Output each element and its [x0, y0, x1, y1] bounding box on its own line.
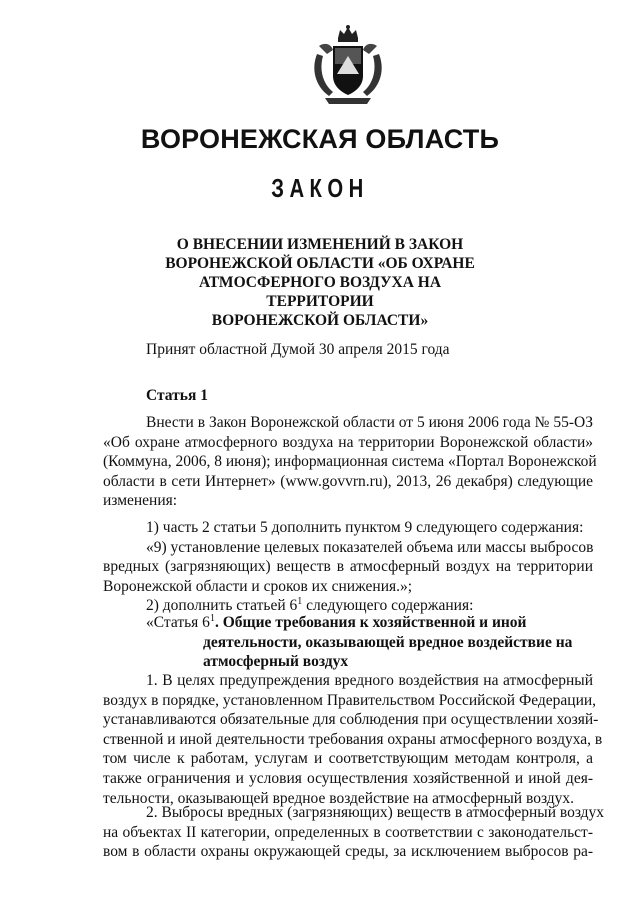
text-line: том числе к работам, услугам и соответствующим методам контроля, а [103, 750, 593, 768]
adoption-date: Принят областной Думой 30 апреля 2015 года [146, 341, 450, 358]
item2-suffix: следующего содержания: [302, 597, 474, 615]
text-line: «Об охране атмосферного воздуха на территории Воронежской области» [103, 433, 593, 451]
law-title-line: ВОРОНЕЖСКОЙ ОБЛАСТИ» [211, 312, 429, 329]
text-line: устанавливаются обязательные для соблюдения при осуществлении хозяй- [103, 711, 599, 729]
law-title-line: АТМОСФЕРНОГО ВОЗДУХА НА ТЕРРИТОРИИ [198, 274, 442, 310]
text-line [103, 613, 593, 633]
document-type-heading: ЗАКОН [271, 173, 369, 203]
article-paragraph-1 [103, 671, 603, 808]
text-line: Воронежской области и сроков их снижения.»; [103, 577, 413, 595]
law-title-line: ВОРОНЕЖСКОЙ ОБЛАСТИ «ОБ ОХРАНЕ [165, 255, 475, 272]
text-line: области в сети Интернет» (www.govvrn.ru), 2013, 26 декабря) следующие [103, 472, 593, 490]
text-line: «9) установление целевых показателей объема или массы выбросов [146, 538, 594, 556]
text-line: вредных (загрязняющих) веществ в атмосферный воздух на территории [103, 558, 593, 576]
text-line: 2. Выбросы вредных (загрязняющих) веществ в атмосферный воздух [146, 804, 605, 821]
text-line: ственной и иной деятельности требования охраны атмосферного воздуха, в [103, 730, 603, 748]
region-heading: ВОРОНЕЖСКАЯ ОБЛАСТЬ [140, 124, 500, 154]
text-line: 1) часть 2 статьи 5 дополнить пунктом 9 следующего содержания: [146, 519, 584, 536]
text-line: воздух в порядке, установленном Правительством Российской Федерации, [103, 691, 597, 709]
text-line: (Коммуна, 2006, 8 июня); информационная система «Портал Воронежской [103, 453, 597, 471]
new-article-prefix: «Статья 6 [146, 614, 210, 631]
text-line: изменения: [103, 492, 178, 510]
text-line: 1. В целях предупреждения вредного воздействия на атмосферный [146, 672, 593, 689]
text-line: на объектах II категории, определенных в соответствии с законодательст- [103, 823, 593, 841]
new-article-title: . Общие требования к хозяйственной и иной [214, 614, 527, 631]
item2-superscript: 1 [297, 596, 303, 608]
text-line: тельности, оказывающей вредное воздействие на атмосферный воздух. [103, 789, 575, 807]
text-line: деятельности, оказывающей вредное воздействие на [203, 633, 573, 651]
article-heading: Статья 1 [146, 387, 208, 404]
law-title [150, 235, 490, 330]
text-line: Внести в Закон Воронежской области от 5 июня 2006 года № 55-ОЗ [146, 414, 593, 431]
text-line: также ограничения и условия осуществления хозяйственной и иной дея- [103, 769, 593, 787]
law-title-line: О ВНЕСЕНИИ ИЗМЕНЕНИЙ В ЗАКОН [176, 236, 464, 253]
article-paragraph-2 [103, 803, 605, 862]
coat-of-arms-icon [309, 24, 387, 106]
new-article-superscript: 1 [209, 612, 215, 624]
text-line: атмосферный воздух [203, 653, 349, 671]
article-intro [103, 413, 597, 511]
new-article-heading [103, 613, 593, 672]
item2-prefix: 2) дополнить статьей 6 [146, 597, 298, 615]
text-line: вом в области охраны окружающей среды, за исключением выбросов ра- [103, 843, 593, 861]
amendment-item-1 [103, 518, 593, 616]
